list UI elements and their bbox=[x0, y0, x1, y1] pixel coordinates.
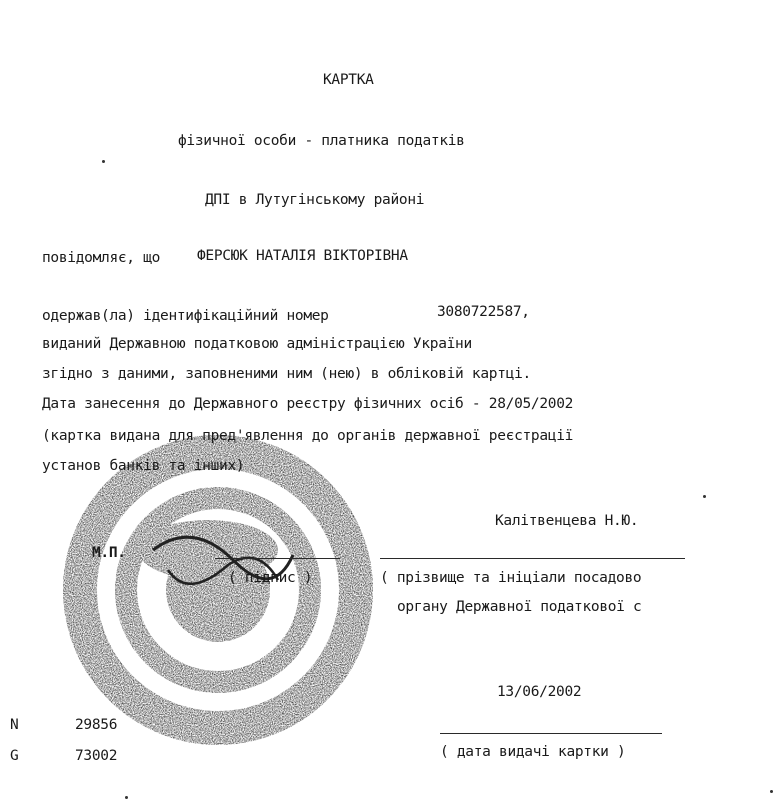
card-purpose-line-2: установ банків та інших) bbox=[42, 458, 245, 474]
official-caption-line-1: ( прізвище та ініціали посадово bbox=[380, 570, 642, 586]
registry-date-line: Дата занесення до Державного реєстру фізичних осіб - 28/05/2002 bbox=[42, 396, 574, 412]
signature-caption: ( підпис ) bbox=[228, 570, 313, 586]
footer-g-value: 73002 bbox=[75, 748, 118, 764]
official-caption-line-2: органу Державної податкової с bbox=[397, 599, 642, 615]
id-number: 3080722587, bbox=[437, 304, 530, 320]
official-line bbox=[380, 558, 685, 559]
official-name: Калітвенцева Н.Ю. bbox=[495, 513, 639, 529]
footer-n-value: 29856 bbox=[75, 717, 118, 733]
mp-label: М.П. bbox=[92, 545, 126, 561]
scan-speck bbox=[770, 790, 773, 793]
according-to-line: згідно з даними, заповненими ним (нею) в обліковій картці. bbox=[42, 366, 531, 382]
official-stamp bbox=[58, 430, 378, 750]
scan-speck bbox=[703, 495, 706, 498]
scan-speck bbox=[102, 160, 105, 163]
document-title: КАРТКА bbox=[323, 72, 374, 88]
issue-date: 13/06/2002 bbox=[497, 684, 582, 700]
footer-n-label: N bbox=[10, 717, 19, 733]
footer-g-label: G bbox=[10, 748, 19, 764]
issue-date-line bbox=[440, 733, 662, 734]
signature-line bbox=[215, 558, 340, 559]
scan-speck bbox=[125, 796, 128, 799]
issue-date-caption: ( дата видачі картки ) bbox=[440, 744, 626, 760]
received-id-label: одержав(ла) ідентифікаційний номер bbox=[42, 308, 329, 324]
person-name: ФЕРСЮК НАТАЛІЯ ВІКТОРІВНА bbox=[197, 248, 408, 264]
card-purpose-line-1: (картка видана для пред'явлення до органів державної реєстрації bbox=[42, 428, 574, 444]
notifies-prefix: повідомляє, що bbox=[42, 250, 161, 266]
issued-by-line: виданий Державною податковою адміністрацією України bbox=[42, 336, 472, 352]
document-subtitle: фізичної особи - платника податків bbox=[178, 133, 465, 149]
tax-office: ДПІ в Лутугінському районі bbox=[205, 192, 425, 208]
